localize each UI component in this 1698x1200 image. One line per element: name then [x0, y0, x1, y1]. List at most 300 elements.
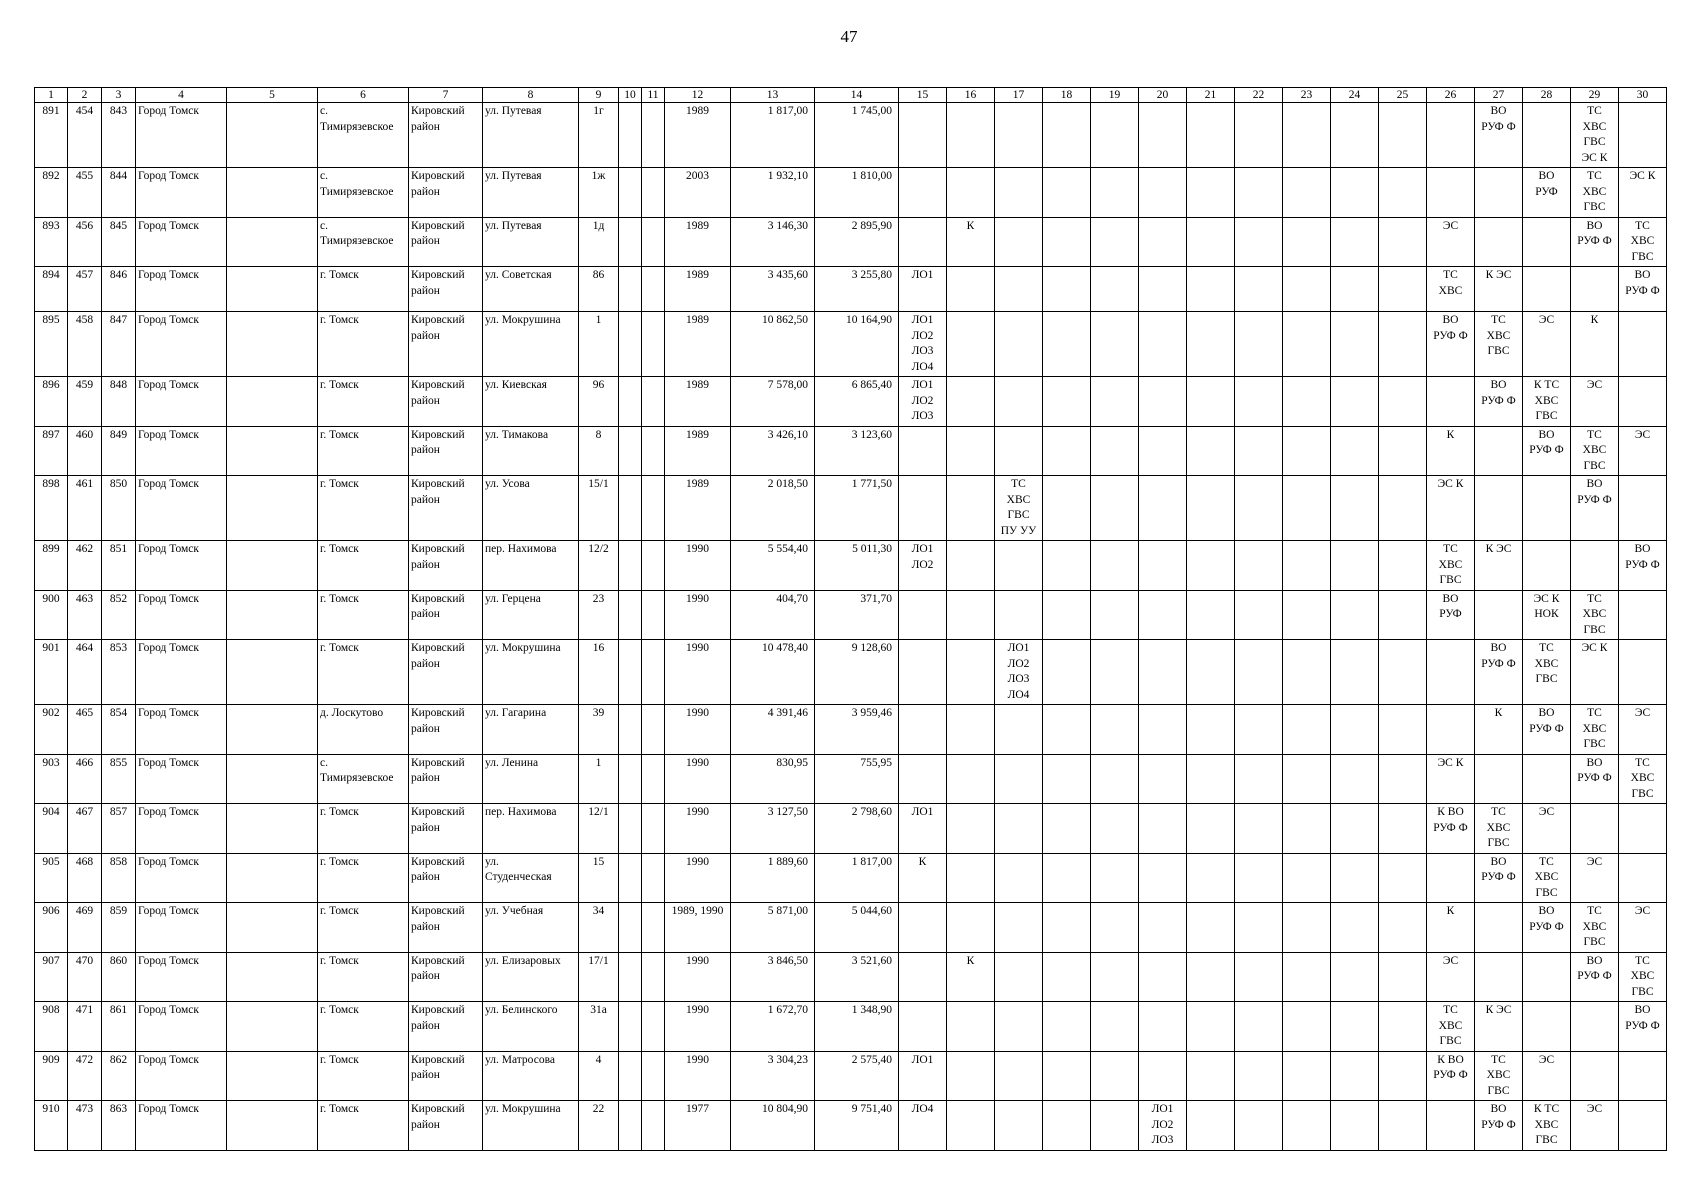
table-cell: 1989: [665, 426, 731, 476]
table-cell: [1139, 168, 1187, 218]
table-cell: г. Томск: [318, 1051, 409, 1101]
table-cell: [947, 426, 995, 476]
table-cell: 34: [579, 903, 619, 953]
table-cell: [1283, 476, 1331, 541]
table-cell: 9 128,60: [815, 640, 899, 705]
table-cell: д. Лоскутово: [318, 705, 409, 755]
table-cell: [947, 903, 995, 953]
table-cell: ЭС: [1619, 426, 1667, 476]
table-cell: [1091, 754, 1139, 804]
table-cell: 39: [579, 705, 619, 755]
table-cell: [1235, 705, 1283, 755]
table-cell: [1091, 168, 1139, 218]
table-cell: Кировский район: [409, 705, 483, 755]
table-cell: ВО РУФ Ф: [1571, 217, 1619, 267]
table-cell: ТС ХВС ГВС: [1619, 952, 1667, 1002]
table-cell: 2 018,50: [731, 476, 815, 541]
table-cell: [1187, 426, 1235, 476]
table-cell: ул. Ленина: [483, 754, 579, 804]
table-cell: [642, 804, 665, 854]
table-cell: Город Томск: [136, 267, 227, 312]
table-cell: [1523, 952, 1571, 1002]
table-cell: [1091, 853, 1139, 903]
column-header: 8: [483, 88, 579, 103]
table-cell: ВО РУФ Ф: [1475, 640, 1523, 705]
table-cell: 1990: [665, 754, 731, 804]
table-cell: ТС ХВС ГВС: [1571, 705, 1619, 755]
table-cell: [1187, 1002, 1235, 1052]
table-cell: [995, 1002, 1043, 1052]
table-cell: [1235, 640, 1283, 705]
table-cell: Кировский район: [409, 1002, 483, 1052]
table-cell: [1379, 168, 1427, 218]
table-cell: [1283, 217, 1331, 267]
table-cell: [1379, 377, 1427, 427]
table-cell: К ЭС: [1475, 267, 1523, 312]
column-header: 12: [665, 88, 731, 103]
table-cell: [1043, 1101, 1091, 1151]
table-cell: [1331, 1101, 1379, 1151]
table-cell: ВО РУФ: [1523, 168, 1571, 218]
table-cell: ул. Киевская: [483, 377, 579, 427]
table-cell: [1619, 853, 1667, 903]
table-cell: 5 554,40: [731, 541, 815, 591]
table-cell: [1043, 903, 1091, 953]
table-cell: 4 391,46: [731, 705, 815, 755]
table-row: [35, 903, 1667, 953]
table-cell: [1187, 754, 1235, 804]
table-cell: [227, 476, 318, 541]
table-cell: [995, 377, 1043, 427]
table-cell: ВО РУФ Ф: [1475, 377, 1523, 427]
column-header: 3: [102, 88, 136, 103]
table-cell: 906: [35, 903, 68, 953]
table-cell: [1139, 1002, 1187, 1052]
table-cell: [1187, 853, 1235, 903]
table-cell: 909: [35, 1051, 68, 1101]
table-cell: [1283, 312, 1331, 377]
table-cell: К ВО РУФ Ф: [1427, 804, 1475, 854]
table-cell: 12/2: [579, 541, 619, 591]
table-cell: [1091, 1101, 1139, 1151]
table-cell: 1д: [579, 217, 619, 267]
table-cell: 1 810,00: [815, 168, 899, 218]
table-cell: [1331, 541, 1379, 591]
table-cell: [1283, 903, 1331, 953]
table-cell: [1331, 267, 1379, 312]
table-cell: 892: [35, 168, 68, 218]
table-cell: ТС ХВС: [1427, 267, 1475, 312]
table-row: [35, 541, 1667, 591]
table-cell: [1523, 754, 1571, 804]
table-cell: 464: [68, 640, 102, 705]
table-cell: [642, 705, 665, 755]
column-header: 16: [947, 88, 995, 103]
table-row: [35, 1002, 1667, 1052]
table-cell: [642, 267, 665, 312]
table-cell: ЭС К: [1427, 754, 1475, 804]
table-cell: Кировский район: [409, 103, 483, 168]
column-header: 29: [1571, 88, 1619, 103]
table-cell: [642, 1051, 665, 1101]
table-cell: [1379, 853, 1427, 903]
table-cell: [642, 103, 665, 168]
table-cell: [1523, 1002, 1571, 1052]
table-cell: [642, 1101, 665, 1151]
table-cell: Кировский район: [409, 1051, 483, 1101]
table-cell: с. Тимирязевское: [318, 217, 409, 267]
table-cell: 1990: [665, 1051, 731, 1101]
table-cell: [1235, 1002, 1283, 1052]
table-cell: [227, 168, 318, 218]
table-cell: [619, 426, 642, 476]
table-cell: [1091, 312, 1139, 377]
column-header: 24: [1331, 88, 1379, 103]
table-cell: К: [1475, 705, 1523, 755]
table-cell: 900: [35, 590, 68, 640]
table-cell: Кировский район: [409, 853, 483, 903]
table-cell: ТС ХВС ГВС: [1619, 754, 1667, 804]
table-cell: [1379, 541, 1427, 591]
table-cell: [1187, 217, 1235, 267]
table-cell: [619, 1002, 642, 1052]
table-cell: [1619, 476, 1667, 541]
table-cell: [227, 103, 318, 168]
table-cell: Город Томск: [136, 640, 227, 705]
table-cell: 3 521,60: [815, 952, 899, 1002]
table-cell: 10 164,90: [815, 312, 899, 377]
table-cell: [1139, 312, 1187, 377]
table-cell: [1091, 952, 1139, 1002]
table-cell: Город Томск: [136, 476, 227, 541]
table-cell: 899: [35, 541, 68, 591]
table-cell: ул. Матросова: [483, 1051, 579, 1101]
table-cell: 462: [68, 541, 102, 591]
table-cell: 96: [579, 377, 619, 427]
table-cell: 1 817,00: [815, 853, 899, 903]
table-cell: 907: [35, 952, 68, 1002]
table-cell: [619, 590, 642, 640]
table-cell: [1091, 377, 1139, 427]
table-cell: 1ж: [579, 168, 619, 218]
table-cell: [619, 267, 642, 312]
table-cell: [995, 590, 1043, 640]
table-cell: 2 575,40: [815, 1051, 899, 1101]
table-cell: [1043, 426, 1091, 476]
table-cell: [1235, 217, 1283, 267]
table-cell: [1235, 541, 1283, 591]
table-cell: [1571, 804, 1619, 854]
table-cell: ЭС: [1523, 1051, 1571, 1101]
column-header: 17: [995, 88, 1043, 103]
column-header: 11: [642, 88, 665, 103]
table-cell: [1475, 217, 1523, 267]
table-cell: [1283, 853, 1331, 903]
table-cell: [1043, 217, 1091, 267]
table-cell: [1283, 1051, 1331, 1101]
table-cell: 3 304,23: [731, 1051, 815, 1101]
table-cell: [1235, 952, 1283, 1002]
table-cell: [227, 541, 318, 591]
column-header: 28: [1523, 88, 1571, 103]
table-cell: 3 123,60: [815, 426, 899, 476]
column-header: 9: [579, 88, 619, 103]
table-cell: 469: [68, 903, 102, 953]
table-cell: ВО РУФ: [1427, 590, 1475, 640]
table-cell: 454: [68, 103, 102, 168]
table-cell: [899, 476, 947, 541]
table-cell: 16: [579, 640, 619, 705]
table-cell: [1379, 217, 1427, 267]
table-row: [35, 640, 1667, 705]
table-cell: 457: [68, 267, 102, 312]
table-cell: [227, 267, 318, 312]
table-cell: Кировский район: [409, 541, 483, 591]
table-cell: [1235, 1101, 1283, 1151]
table-cell: 86: [579, 267, 619, 312]
table-cell: 894: [35, 267, 68, 312]
table-cell: [1091, 705, 1139, 755]
table-cell: [1283, 952, 1331, 1002]
column-header: 21: [1187, 88, 1235, 103]
table-cell: 23: [579, 590, 619, 640]
table-cell: [1379, 705, 1427, 755]
table-cell: ВО РУФ Ф: [1619, 541, 1667, 591]
table-cell: [1043, 476, 1091, 541]
table-cell: 891: [35, 103, 68, 168]
table-cell: [1571, 541, 1619, 591]
table-cell: К ТС ХВС ГВС: [1523, 1101, 1571, 1151]
table-cell: 5 871,00: [731, 903, 815, 953]
table-cell: [947, 377, 995, 427]
table-cell: [1331, 217, 1379, 267]
table-cell: [1475, 590, 1523, 640]
table-cell: [1043, 103, 1091, 168]
table-cell: 3 255,80: [815, 267, 899, 312]
table-cell: ЭС К НОК: [1523, 590, 1571, 640]
table-cell: ул. Путевая: [483, 217, 579, 267]
table-cell: [1619, 590, 1667, 640]
column-header: 2: [68, 88, 102, 103]
table-cell: К: [1571, 312, 1619, 377]
table-cell: 6 865,40: [815, 377, 899, 427]
table-row: [35, 168, 1667, 218]
table-cell: [1091, 1002, 1139, 1052]
table-cell: [642, 217, 665, 267]
table-cell: 908: [35, 1002, 68, 1052]
table-cell: Город Томск: [136, 217, 227, 267]
table-cell: [947, 103, 995, 168]
table-cell: [1475, 952, 1523, 1002]
table-cell: [1331, 590, 1379, 640]
table-row: [35, 952, 1667, 1002]
table-cell: 847: [102, 312, 136, 377]
table-cell: 3 426,10: [731, 426, 815, 476]
table-cell: [1139, 754, 1187, 804]
table-cell: 1989, 1990: [665, 903, 731, 953]
table-cell: [1043, 377, 1091, 427]
table-cell: 854: [102, 705, 136, 755]
table-cell: г. Томск: [318, 476, 409, 541]
column-header: 30: [1619, 88, 1667, 103]
table-cell: [1043, 168, 1091, 218]
table-cell: К ТС ХВС ГВС: [1523, 377, 1571, 427]
table-cell: [899, 640, 947, 705]
table-cell: ВО РУФ Ф: [1523, 426, 1571, 476]
table-cell: [1043, 590, 1091, 640]
table-cell: г. Томск: [318, 1002, 409, 1052]
table-cell: [1091, 267, 1139, 312]
table-cell: 849: [102, 426, 136, 476]
column-header: 25: [1379, 88, 1427, 103]
table-row: [35, 1101, 1667, 1151]
table-cell: [619, 903, 642, 953]
table-cell: 755,95: [815, 754, 899, 804]
table-cell: [1331, 103, 1379, 168]
table-cell: ВО РУФ Ф: [1619, 267, 1667, 312]
table-cell: г. Томск: [318, 312, 409, 377]
table-cell: ВО РУФ Ф: [1427, 312, 1475, 377]
table-cell: [1331, 705, 1379, 755]
table-cell: [995, 804, 1043, 854]
table-cell: 863: [102, 1101, 136, 1151]
table-cell: [995, 952, 1043, 1002]
table-cell: [227, 804, 318, 854]
table-cell: 1: [579, 754, 619, 804]
table-cell: [227, 426, 318, 476]
table-cell: ВО РУФ Ф: [1523, 903, 1571, 953]
table-cell: 1989: [665, 312, 731, 377]
table-cell: [899, 754, 947, 804]
table-cell: Кировский район: [409, 168, 483, 218]
table-cell: [1091, 640, 1139, 705]
table-cell: ВО РУФ Ф: [1475, 853, 1523, 903]
table-cell: Город Томск: [136, 312, 227, 377]
table-cell: [1523, 103, 1571, 168]
table-cell: 467: [68, 804, 102, 854]
table-cell: [642, 853, 665, 903]
table-cell: 3 959,46: [815, 705, 899, 755]
table-cell: 1: [579, 312, 619, 377]
table-cell: 9 751,40: [815, 1101, 899, 1151]
table-cell: [1379, 267, 1427, 312]
table-cell: 2 895,90: [815, 217, 899, 267]
table-cell: [1235, 426, 1283, 476]
table-cell: [947, 590, 995, 640]
table-cell: [947, 853, 995, 903]
table-cell: [1475, 476, 1523, 541]
table-cell: 1989: [665, 476, 731, 541]
table-cell: 3 846,50: [731, 952, 815, 1002]
table-cell: ЛО1 ЛО2 ЛО3: [1139, 1101, 1187, 1151]
table-cell: К ЭС: [1475, 1002, 1523, 1052]
table-cell: [1331, 1002, 1379, 1052]
table-cell: Кировский район: [409, 217, 483, 267]
table-row: [35, 267, 1667, 312]
table-cell: [1379, 804, 1427, 854]
table-cell: [1283, 103, 1331, 168]
table-cell: ТС ХВС ГВС: [1427, 541, 1475, 591]
table-cell: 371,70: [815, 590, 899, 640]
table-cell: [619, 377, 642, 427]
table-cell: Кировский район: [409, 312, 483, 377]
table-cell: [619, 754, 642, 804]
table-cell: 1 932,10: [731, 168, 815, 218]
table-cell: 5 011,30: [815, 541, 899, 591]
table-cell: [1187, 312, 1235, 377]
table-cell: [1331, 476, 1379, 541]
table-cell: [995, 903, 1043, 953]
table-cell: [1187, 590, 1235, 640]
table-cell: [1187, 541, 1235, 591]
table-cell: [1043, 541, 1091, 591]
table-cell: ВО РУФ Ф: [1523, 705, 1571, 755]
table-cell: ул. Белинского: [483, 1002, 579, 1052]
table-cell: [642, 312, 665, 377]
table-cell: [1235, 804, 1283, 854]
table-cell: [1235, 312, 1283, 377]
table-row: [35, 804, 1667, 854]
table-cell: [899, 426, 947, 476]
table-cell: ул. Герцена: [483, 590, 579, 640]
table-cell: ТС ХВС ГВС: [1571, 168, 1619, 218]
table-cell: К: [947, 952, 995, 1002]
table-cell: [1139, 476, 1187, 541]
table-cell: г. Томск: [318, 426, 409, 476]
table-cell: [1283, 590, 1331, 640]
table-cell: Город Томск: [136, 1002, 227, 1052]
table-cell: ул. Путевая: [483, 168, 579, 218]
table-cell: 830,95: [731, 754, 815, 804]
table-cell: [1571, 1002, 1619, 1052]
table-cell: [1283, 426, 1331, 476]
table-cell: ЭС К: [1571, 640, 1619, 705]
table-cell: [1139, 541, 1187, 591]
table-cell: [619, 312, 642, 377]
table-cell: К: [899, 853, 947, 903]
table-cell: 910: [35, 1101, 68, 1151]
table-cell: Город Томск: [136, 903, 227, 953]
table-cell: ул. Тимакова: [483, 426, 579, 476]
table-cell: 471: [68, 1002, 102, 1052]
table-cell: [619, 640, 642, 705]
table-cell: 3 127,50: [731, 804, 815, 854]
table-cell: [1283, 377, 1331, 427]
table-cell: [1427, 640, 1475, 705]
table-cell: Город Томск: [136, 377, 227, 427]
table-cell: 1990: [665, 705, 731, 755]
table-cell: [1043, 804, 1091, 854]
table-cell: 472: [68, 1051, 102, 1101]
table-cell: Кировский район: [409, 804, 483, 854]
table-cell: [227, 590, 318, 640]
table-cell: ул. Мокрушина: [483, 1101, 579, 1151]
table-cell: [1043, 312, 1091, 377]
table-cell: ЛО1: [899, 267, 947, 312]
table-cell: [995, 168, 1043, 218]
table-cell: [1427, 1101, 1475, 1151]
table-body: [35, 103, 1667, 1151]
table-cell: [995, 705, 1043, 755]
table-cell: ул. Елизаровых: [483, 952, 579, 1002]
table-cell: ЭС К: [1619, 168, 1667, 218]
table-cell: [1379, 426, 1427, 476]
table-cell: Кировский район: [409, 377, 483, 427]
table-cell: Кировский район: [409, 590, 483, 640]
table-cell: [947, 267, 995, 312]
table-cell: [227, 1101, 318, 1151]
table-cell: [1091, 903, 1139, 953]
